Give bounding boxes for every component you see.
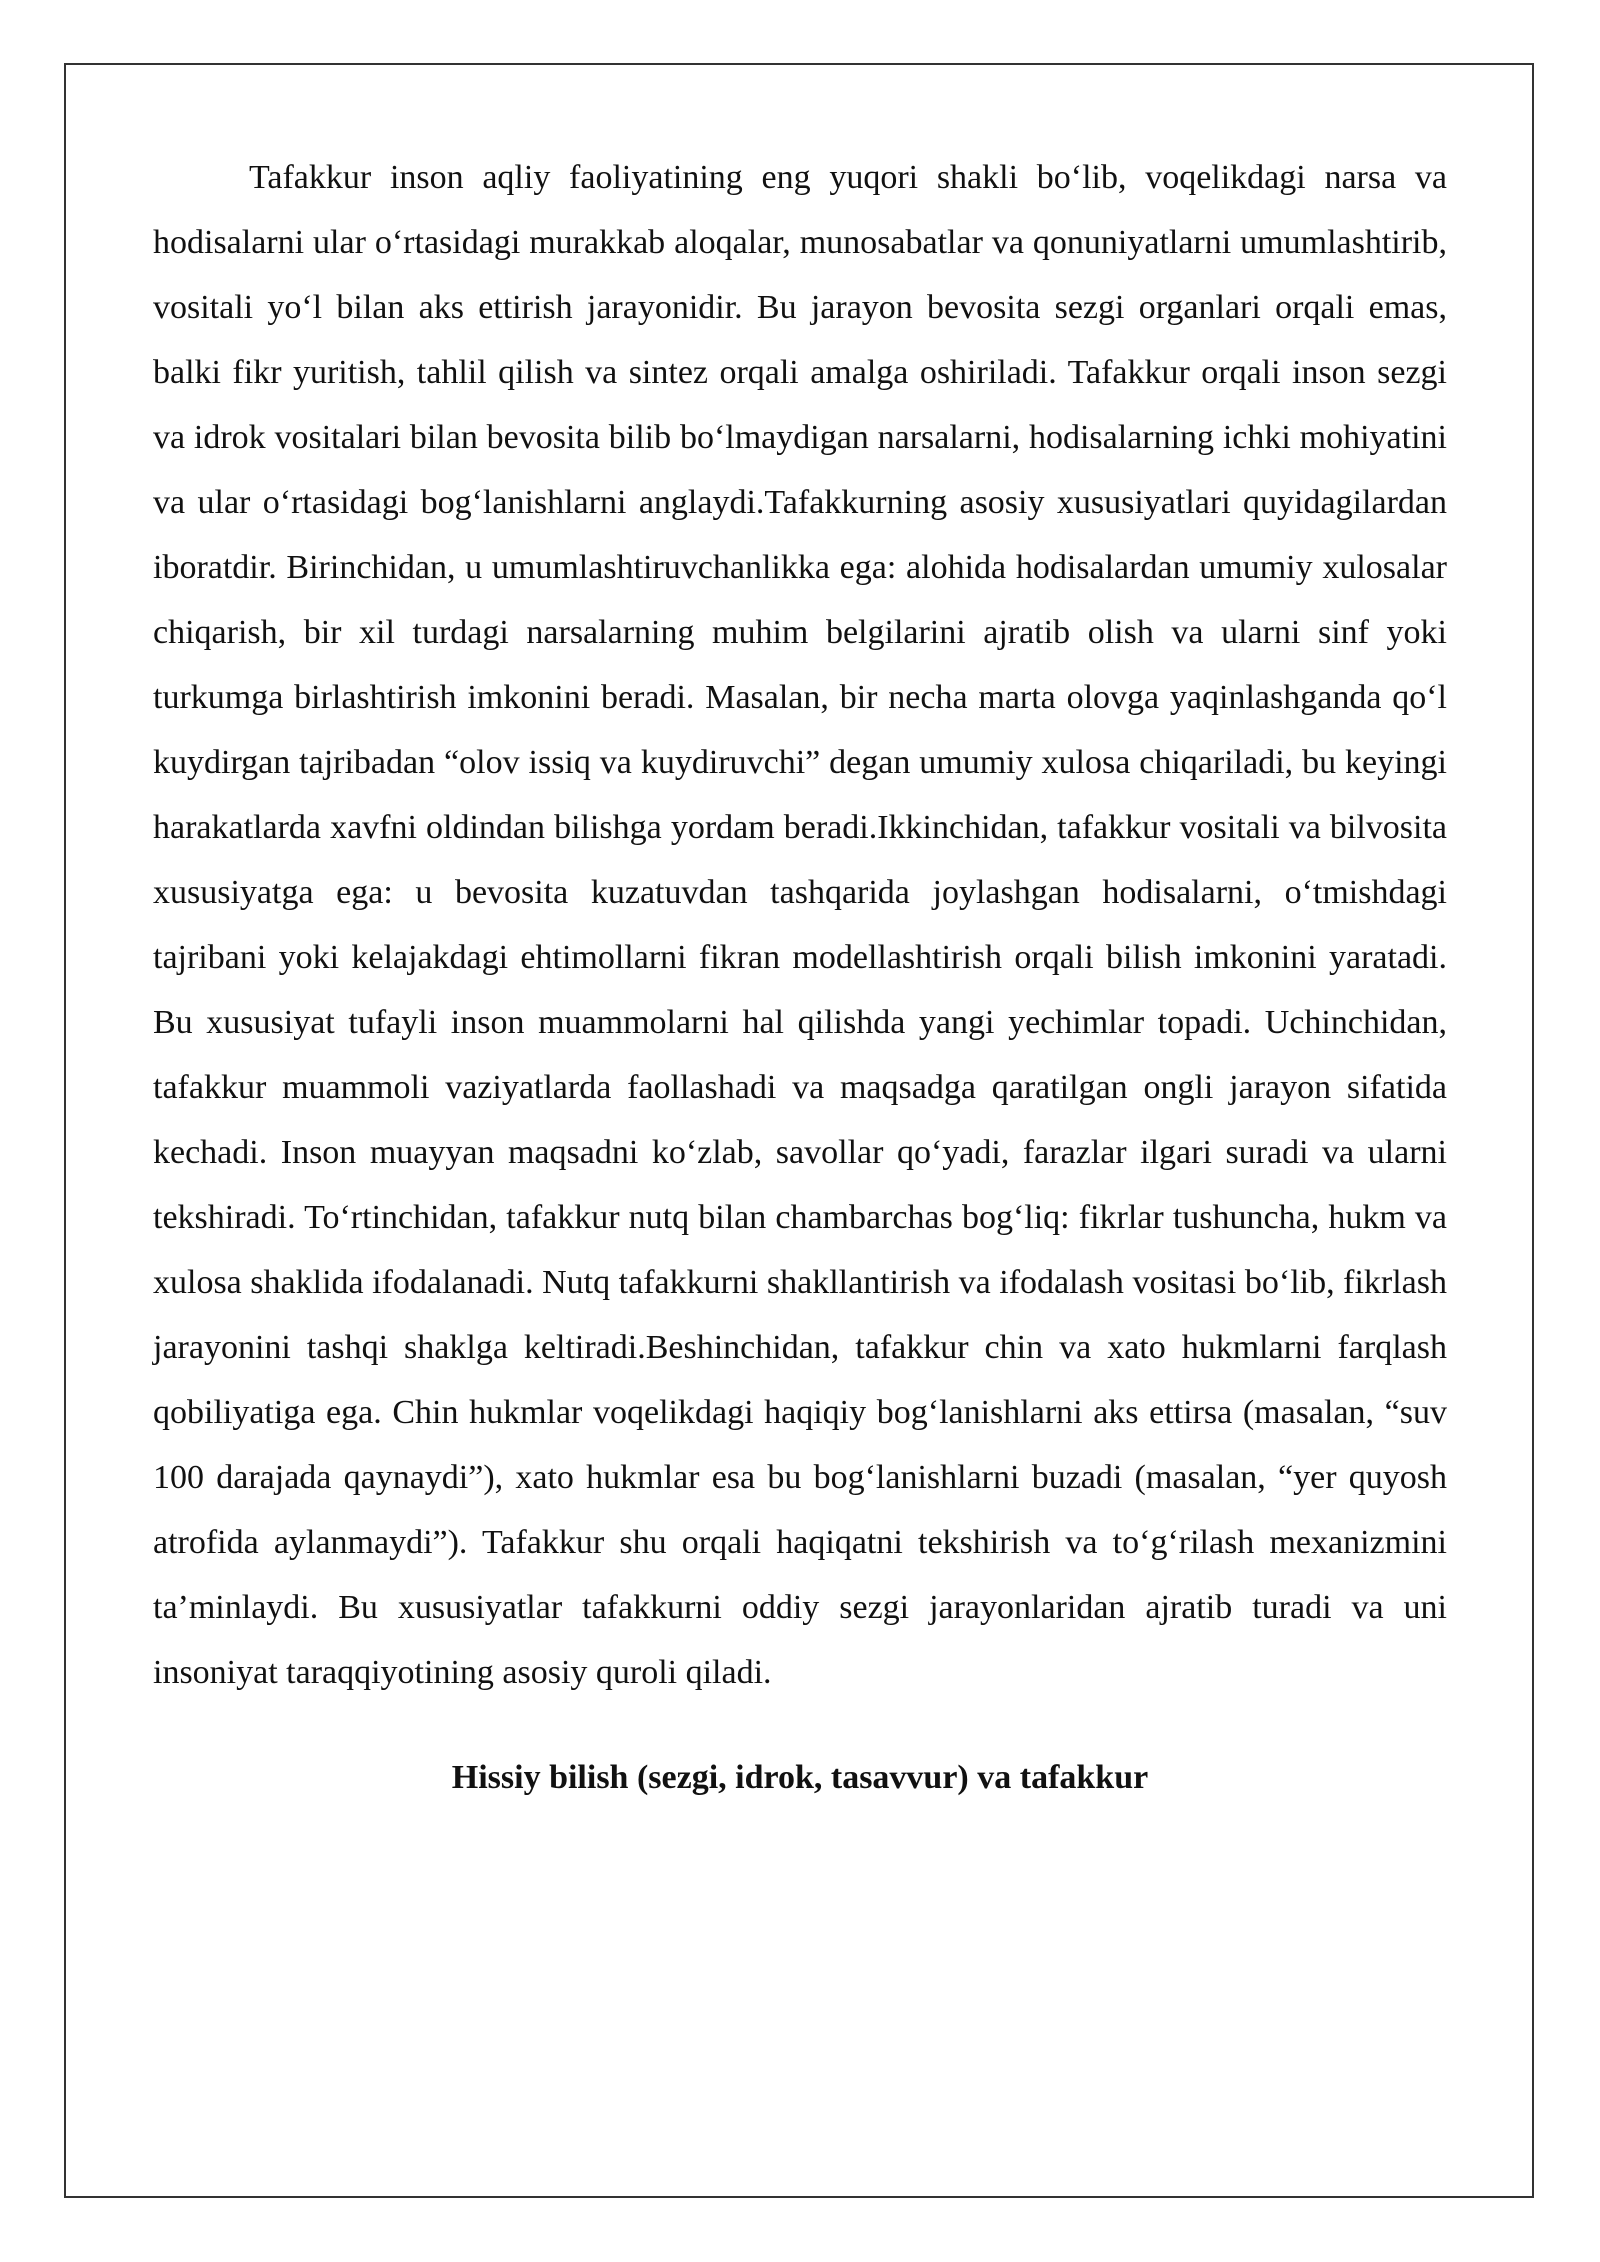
section-heading: Hissiy bilish (sezgi, idrok, tasavvur) va tafakkur [451, 1759, 1149, 1796]
body-paragraph: Tafakkur inson aqliy faoliyatining eng yuqori shakli bo‘lib, voqelikdagi narsa va hodisalarni ular o‘rtasidagi murakkab aloqalar, munosabatlar va qonuniyatlarni umumlashtirib, vositali yo‘l bilan aks ettirish jarayonidir. Bu jarayon bevosita sezgi organlari orqali emas, balki fikr yuritish, tahlil qilish va sintez orqali amalga oshiriladi. Tafakkur orqali inson sezgi va idrok vositalari bilan bevosita bilib bo‘lmaydigan narsalarni, hodisalarning ichki mohiyatini va ular o‘rtasidagi bog‘lanishlarni anglaydi.Tafakkurning asosiy xususiyatlari quyidagilardan iboratdir. Birinchidan, u umumlashtiruvchanlikka ega: alohida hodisalardan umumiy xulosalar chiqarish, bir xil turdagi narsalarning muhim belgilarini ajratib olish va ularni sinf yoki turkumga birlashtirish imkonini beradi. Masalan, bir necha marta olovga yaqinlashganda qo‘l kuydirgan tajribadan “olov issiq va kuydiruvchi” degan umumiy xulosa chiqariladi, bu keyingi harakatlarda xavfni oldindan bilishga yordam beradi.Ikkinchidan, tafakkur vositali va bilvosita xususiyatga ega: u bevosita kuzatuvdan tashqarida joylashgan hodisalarni, o‘tmishdagi tajribani yoki kelajakdagi ehtimollarni fikran modellashtirish orqali bilish imkonini yaratadi. Bu xususiyat tufayli inson muammolarni hal qilishda yangi yechimlar topadi. Uchinchidan, tafakkur muammoli vaziyatlarda faollashadi va maqsadga qaratilgan ongli jarayon sifatida kechadi. Inson muayyan maqsadni ko‘zlab, savollar qo‘yadi, farazlar ilgari suradi va ularni tekshiradi. To‘rtinchidan, tafakkur nutq bilan chambarchas bog‘liq: fikrlar tushuncha, hukm va xulosa shaklida ifodalanadi. Nutq tafakkurni shakllantirish va ifodalash vositasi bo‘lib, fikrlash jarayonini tashqi shaklga keltiradi.Beshinchidan, tafakkur chin va xato hukmlarni farqlash qobiliyatiga ega. Chin hukmlar voqelikdagi haqiqiy bog‘lanishlarni aks ettirsa (masalan, “suv 100 darajada qaynaydi”), xato hukmlar esa bu bog‘lanishlarni buzadi (masalan, “yer quyosh atrofida aylanmaydi”). Tafakkur shu orqali haqiqatni tekshirish va to‘g‘rilash mexanizmini ta’minlaydi. Bu xususiyatlar tafakkurni oddiy sezgi jarayonlaridan ajratib turadi va uni insoniyat taraqqiyotining asosiy quroli qiladi. [153, 159, 1447, 1691]
page-content [153, 145, 1447, 1810]
